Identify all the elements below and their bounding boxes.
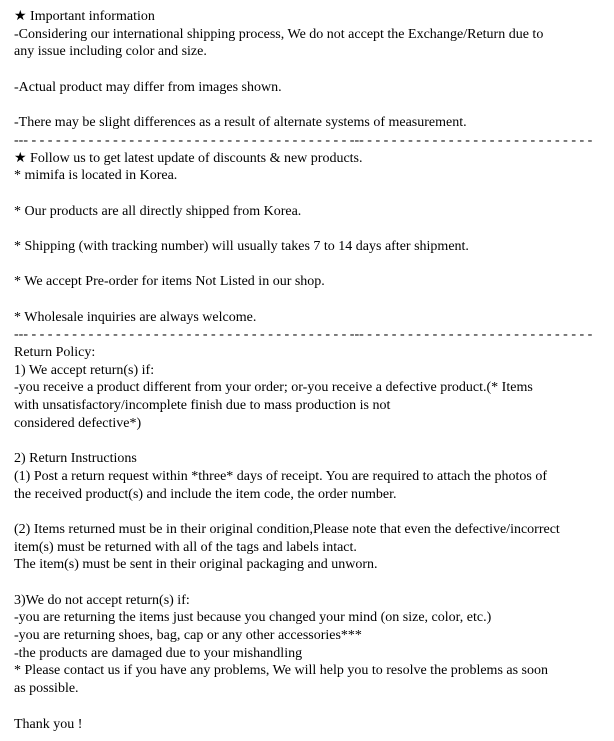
text-line: item(s) must be returned with all of the tags and labels intact. [14,539,357,555]
text-line: -you are returning the items just because you changed your mind (on size, color, etc.) [14,610,492,626]
text-line: Thank you ! [14,716,83,732]
text-line: * We accept Pre-order for items Not Listed in our shop. [14,274,325,290]
text-line: 2) Return Instructions [14,451,137,467]
text-line: -There may be slight differences as a result of alternate systems of measurement. [14,115,467,131]
text-line: * Our products are all directly shipped from Korea. [14,203,302,219]
text-line: * Please contact us if you have any problems, We will help you to resolve the problems as soon [14,663,549,679]
blank-line [14,185,614,203]
text-line: as possible. [14,681,79,697]
text-line: 1) We accept return(s) if: [14,362,155,378]
dashed-divider: --- - - - - - - - - - - - - - - - - - - - - - - - - - - - - - - - - - - - - - - - --- - - - - - - - - - - - - - - - - - - - - - - - - - - - - [14,327,593,343]
text-line: * Wholesale inquiries are always welcome. [14,309,257,325]
text-line: The item(s) must be sent in their original packaging and unworn. [14,557,378,573]
text-line: -the products are damaged due to your mishandling [14,645,303,661]
text-line: ★ Important information [14,9,155,24]
blank-line [14,220,614,238]
blank-line [14,698,614,716]
text-line: the received product(s) and include the item code, the order number. [14,486,397,502]
blank-line [14,256,614,274]
blank-line [14,503,614,521]
blank-line [14,433,614,451]
text-line: -Actual product may differ from images shown. [14,79,282,95]
blank-line [14,574,614,592]
text-line: any issue including color and size. [14,44,207,60]
text-line: -you receive a product different from your order; or-you receive a defective product.(* Items [14,380,533,396]
text-line: (2) Items returned must be in their original condition,Please note that even the defective/incorrect [14,521,560,537]
text-line: -you are returning shoes, bag, cap or any other accessories*** [14,628,362,644]
document-lines [14,8,614,733]
blank-line [14,61,614,79]
text-line: * Shipping (with tracking number) will usually takes 7 to 14 days after shipment. [14,238,469,254]
text-line: considered defective*) [14,415,142,431]
text-line: Return Policy: [14,345,96,361]
text-line: -Considering our international shipping process, We do not accept the Exchange/Return due to [14,26,544,42]
text-line: with unsatisfactory/incomplete finish due to mass production is not [14,398,391,414]
blank-line [14,96,614,114]
text-line: 3)We do not accept return(s) if: [14,592,190,608]
text-line: (1) Post a return request within *three* days of receipt. You are required to attach the photos of [14,468,548,484]
text-line: * mimifa is located in Korea. [14,168,178,184]
dashed-divider: --- - - - - - - - - - - - - - - - - - - - - - - - - - - - - - - - - - - - - - - - --- - - - - - - - - - - - - - - - - - - - - - - - - - - - - [14,132,593,148]
text-line: ★ Follow us to get latest update of discounts & new products. [14,150,363,166]
blank-line [14,291,614,309]
